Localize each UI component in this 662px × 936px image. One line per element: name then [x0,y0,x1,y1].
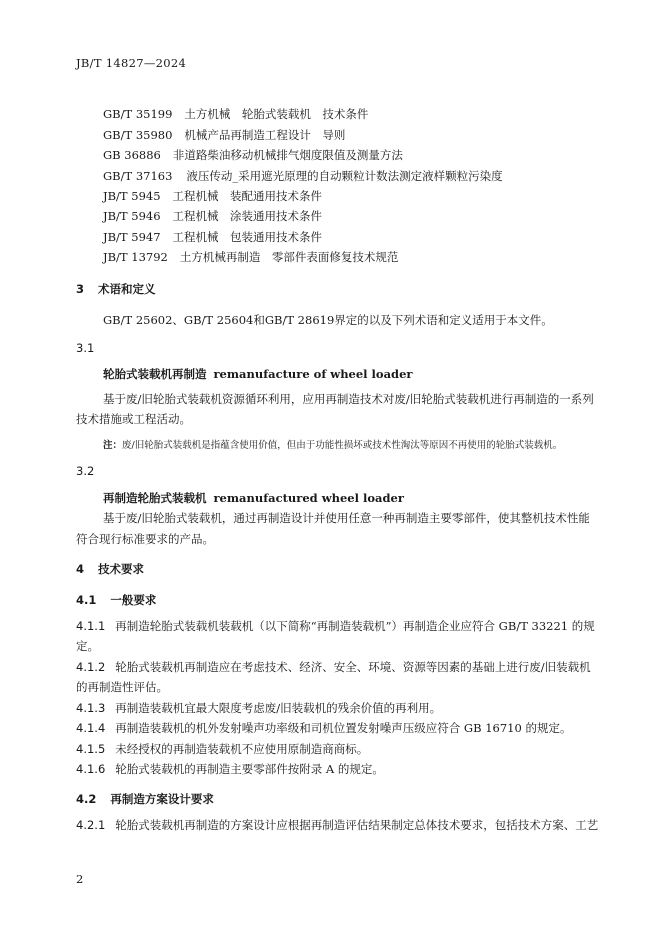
reference-title: 土方机械再制造 零部件表面修复技术规范 [179,250,399,264]
clause-continuation: 定。 [76,639,99,653]
clause-item [76,700,441,716]
term-english: remanufactured wheel loader [213,491,404,505]
definition-line: 基于废/旧轮胎式装载机资源循环利用，应用再制造技术对废/旧轮胎式装载机进行再制造的一系列 [103,392,594,406]
clause-number: 4.1.4 [76,721,106,735]
reference-item [103,188,322,204]
definition-line: 基于废/旧轮胎式装载机，通过再制造设计并使用任意一种再制造主要零部件，使其整机技术性能 [103,511,590,525]
reference-item [103,127,345,143]
reference-code: GB 36886 [103,148,161,162]
reference-title: 工程机械 涂装通用技术条件 [172,209,323,223]
reference-item [103,249,398,265]
term-chinese: 再制造轮胎式装载机 [103,491,207,505]
note-text: 废/旧轮胎式装载机是指蕴含使用价值，但由于功能性损坏或技术性淘汰等原因不再使用的轮胎式装载机。 [122,440,563,451]
subsection-heading [76,592,156,608]
reference-code: JB/T 5945 [103,189,161,203]
term-heading [103,490,404,506]
term-english: remanufacture of wheel loader [213,367,413,381]
clause-text: 再制造轮胎式装载机装载机（以下简称“再制造装载机”）再制造企业应符合 GB/T 33221 的规 [115,619,595,633]
clause-item [76,618,595,634]
term-chinese: 轮胎式装载机再制造 [103,367,207,381]
reference-code: JB/T 13792 [103,250,168,264]
clause-text: 再制造装载机宜最大限度考虑废/旧装载机的残余价值的再利用。 [115,701,442,715]
clause-item [76,720,571,736]
definition-line: 技术措施或工程活动。 [76,412,191,426]
clause-number: 4.2.1 [76,818,106,832]
clause-number: 4.1.2 [76,660,106,674]
section-number: 3 [76,282,85,296]
term-number: 3.2 [76,464,95,478]
clause-text: 轮胎式装载机的再制造主要零部件按附录 A 的规定。 [115,762,384,776]
definition-line: 符合现行标准要求的产品。 [76,532,214,546]
clause-number: 4.1.3 [76,701,106,715]
subsection-number: 4.1 [76,593,97,607]
reference-item [103,168,503,184]
reference-title: 工程机械 装配通用技术条件 [172,189,323,203]
reference-item [103,208,322,224]
clause-item [76,741,368,757]
section-heading [76,561,144,577]
reference-code: GB/T 35199 [103,107,173,121]
clause-continuation: 的再制造性评估。 [76,680,168,694]
reference-item [103,106,368,122]
section-number: 4 [76,562,85,576]
clause-text: 未经授权的再制造装载机不应使用原制造商商标。 [115,742,369,756]
reference-item [103,147,403,163]
term-number: 3.1 [76,341,95,355]
reference-code: GB/T 35980 [103,128,173,142]
note-label: 注： [103,440,123,451]
reference-code: JB/T 5946 [103,209,161,223]
reference-code: JB/T 5947 [103,230,161,244]
reference-item [103,229,322,245]
page-number: 2 [76,872,84,886]
term-heading [103,366,412,382]
term-note [103,437,562,451]
subsection-title: 一般要求 [110,593,157,607]
clause-text: 轮胎式装载机再制造应在考虑技术、经济、安全、环境、资源等因素的基础上进行废/旧装载机 [115,660,591,674]
document-code-header: JB/T 14827—2024 [76,56,187,70]
reference-title: 土方机械 轮胎式装载机 技术条件 [184,107,369,121]
section-intro-paragraph: GB/T 25602、GB/T 25604和GB/T 28619界定的以及下列术语和定义适用于本文件。 [103,313,553,327]
clause-number: 4.1.5 [76,742,106,756]
clause-text: 再制造装载机的机外发射噪声功率级和司机位置发射噪声压级应符合 GB 16710 的规定。 [115,721,572,735]
clause-item [76,659,591,675]
clause-number: 4.1.1 [76,619,106,633]
reference-title: 工程机械 包装通用技术条件 [172,230,323,244]
section-title: 技术要求 [98,562,145,576]
reference-code: GB/T 37163 [103,169,173,183]
clause-text: 轮胎式装载机再制造的方案设计应根据再制造评估结果制定总体技术要求，包括技术方案、工艺 [115,818,599,832]
section-title: 术语和定义 [98,282,156,296]
reference-title: 非道路柴油移动机械排气烟度限值及测量方法 [172,148,403,162]
clause-item [76,817,598,833]
reference-title: 液压传动_采用遮光原理的自动颗粒计数法测定液样颗粒污染度 [186,169,503,183]
reference-title: 机械产品再制造工程设计 导则 [184,128,346,142]
clause-item [76,761,384,777]
subsection-heading [76,791,214,807]
section-heading [76,281,156,297]
subsection-number: 4.2 [76,792,97,806]
clause-number: 4.1.6 [76,762,106,776]
subsection-title: 再制造方案设计要求 [110,792,214,806]
